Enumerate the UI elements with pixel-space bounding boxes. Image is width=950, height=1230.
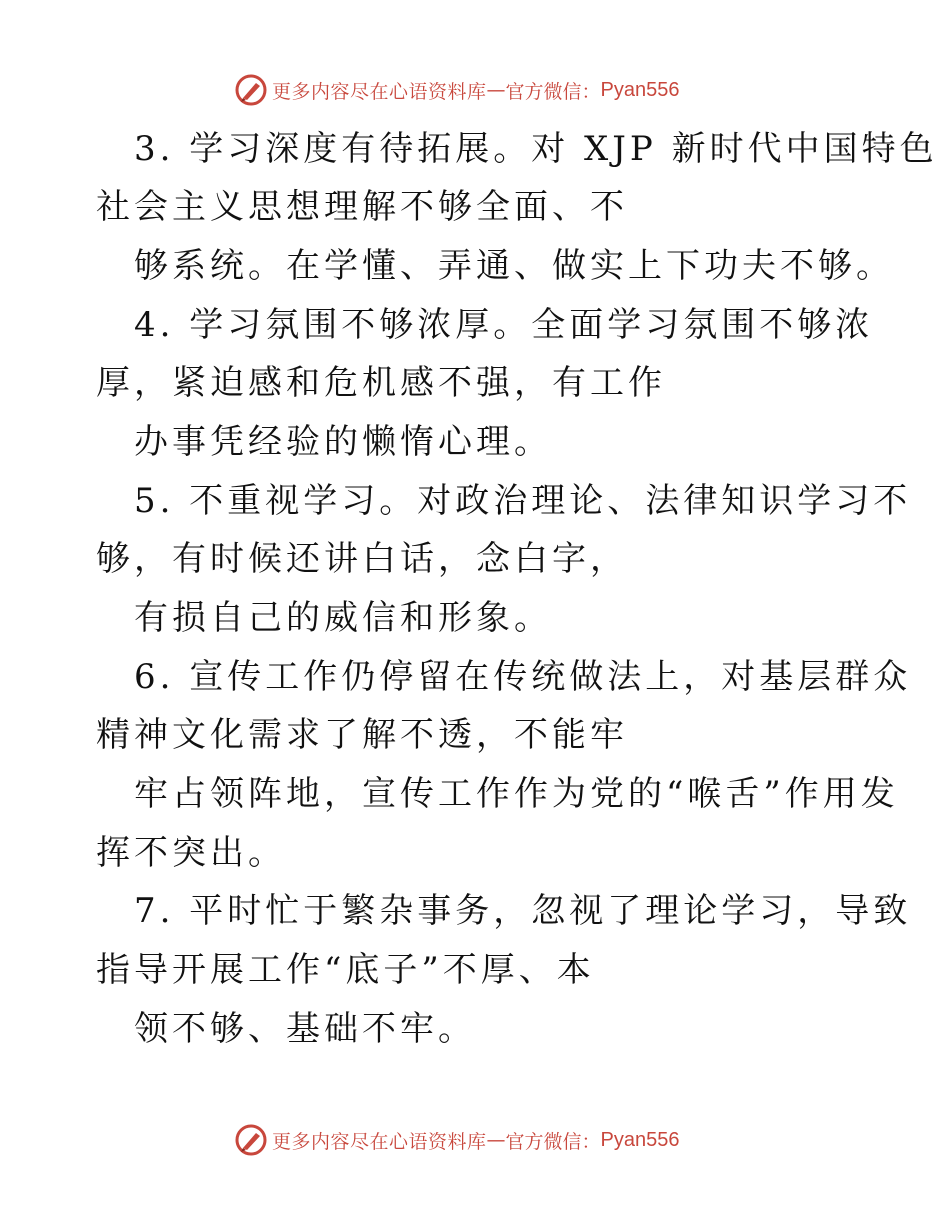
text-line: 牢占领阵地，宣传工作作为党的“喉舌”作用发 — [134, 774, 899, 814]
text-line: 领不够、基础不牢。 — [134, 1009, 476, 1049]
text-line: 精神文化需求了解不透，不能牢 — [96, 715, 628, 755]
text-line: 够，有时候还讲白话，念白字， — [96, 539, 628, 579]
watermark-sub-text: 官方微信： — [505, 80, 601, 103]
watermark-separator: — — [486, 79, 506, 101]
text-line: 7. 平时忙于繁杂事务，忽视了理论学习，导致 — [134, 891, 912, 931]
text-line: 5. 不重视学习。对政治理论、法律知识学习不 — [134, 481, 912, 521]
text-line: 够系统。在学懂、弄通、做实上下功夫不够。 — [134, 246, 894, 286]
text-line: 社会主义思想理解不够全面、不 — [96, 187, 628, 227]
text-line: 3. 学习深度有待拓展。对 XJP 新时代中国特色 — [134, 129, 938, 169]
watermark-separator: — — [486, 1129, 506, 1151]
watermark-id: Pyan556 — [600, 1128, 680, 1151]
watermark-sub-text: 官方微信： — [505, 1130, 601, 1153]
text-line: 4. 学习氛围不够浓厚。全面学习氛围不够浓 — [134, 305, 874, 345]
text-line: 办事凭经验的懒惰心理。 — [134, 422, 552, 462]
header-watermark — [234, 70, 680, 110]
text-line: 有损自己的威信和形象。 — [134, 598, 552, 638]
footer-watermark — [234, 1120, 680, 1160]
watermark-id: Pyan556 — [600, 78, 680, 101]
text-line: 挥不突出。 — [96, 833, 286, 873]
text-line: 指导开展工作“底子”不厚、本 — [96, 950, 595, 990]
watermark-main-text: 更多内容尽在心语资料库 — [272, 1130, 487, 1153]
text-line: 厚，紧迫感和危机感不强，有工作 — [96, 363, 666, 403]
pen-logo-icon — [234, 73, 268, 107]
text-line: 6. 宣传工作仍停留在传统做法上，对基层群众 — [134, 657, 912, 697]
watermark-main-text: 更多内容尽在心语资料库 — [272, 80, 487, 103]
pen-logo-icon — [234, 1123, 268, 1157]
